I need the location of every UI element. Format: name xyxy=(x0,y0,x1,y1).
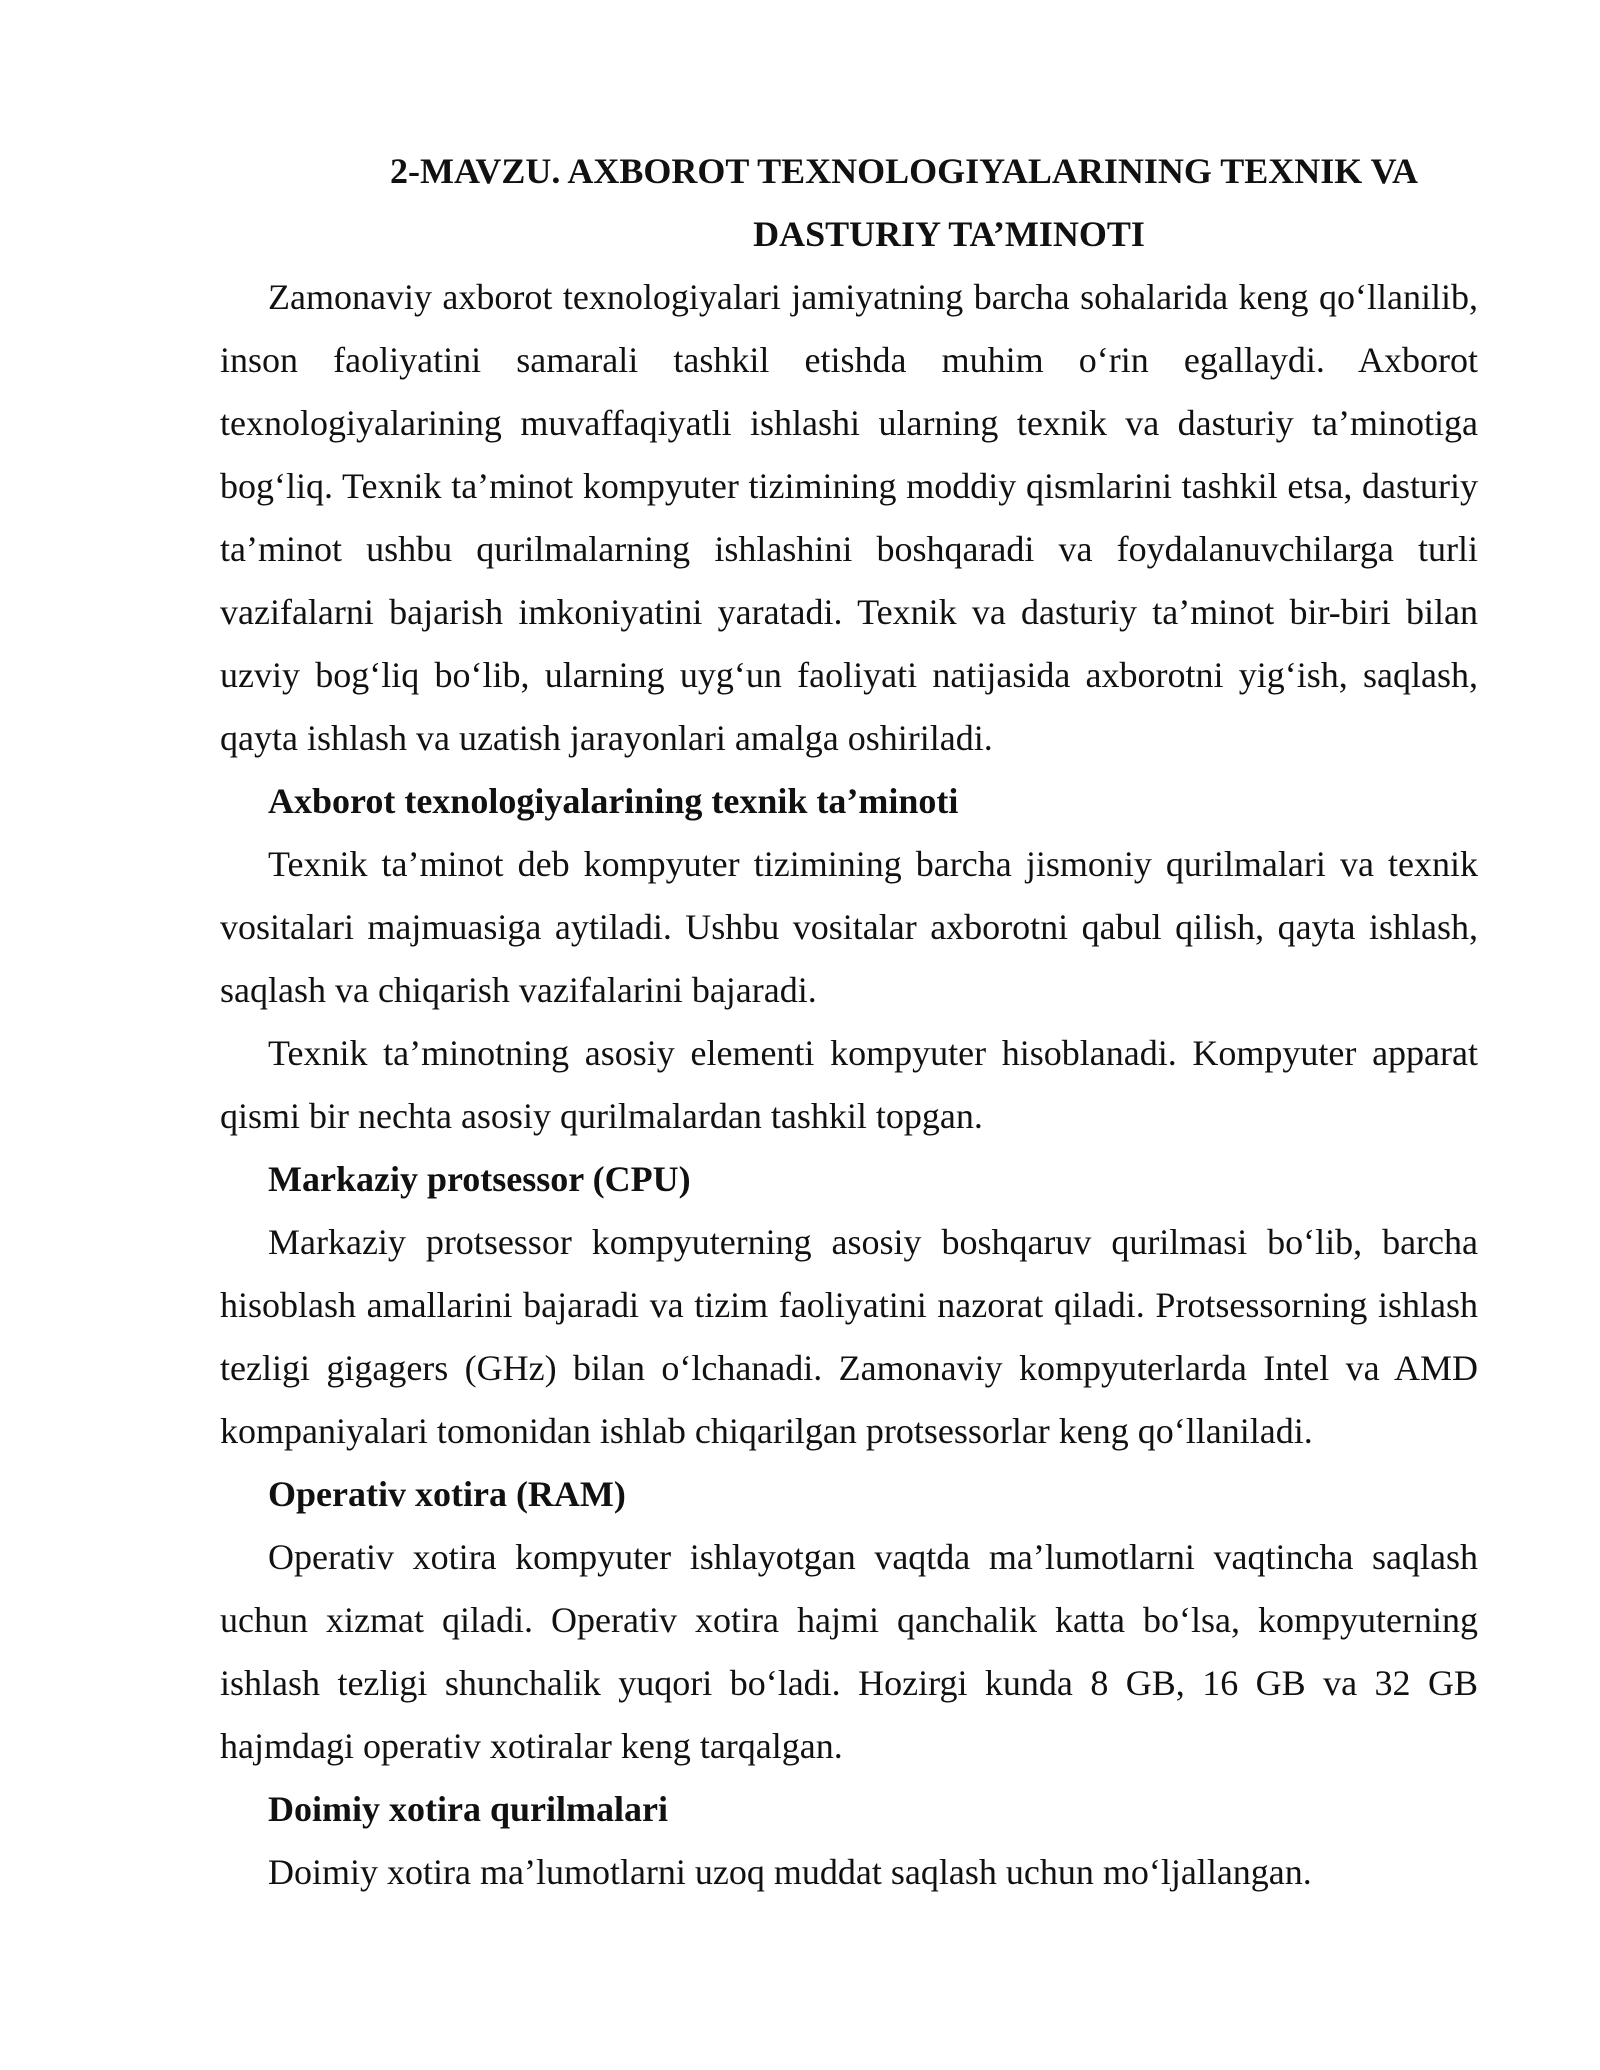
title-line-2: DASTURIY TA’MINOTI xyxy=(753,214,1145,254)
computer-element-paragraph: Texnik ta’minotning asosiy elementi kompyuter hisoblanadi. Kompyuter apparat qismi bir nechta asosiy qurilmalardan tashkil topgan. xyxy=(220,1033,1478,1136)
storage-paragraph: Doimiy xotira ma’lumotlarni uzoq muddat saqlash uchun mo‘ljallangan. xyxy=(268,1852,1312,1892)
section-heading-cpu: Markaziy protsessor (CPU) xyxy=(268,1159,691,1199)
cpu-paragraph: Markaziy protsessor kompyuterning asosiy boshqaruv qurilmasi bo‘lib, barcha hisoblash amallarini bajaradi va tizim faoliyatini nazorat qiladi. Protsessorning ishlash tezligi gigagers (GHz) bilan o‘lchanadi. Zamonaviy kompyuterlarda Intel va AMD kompaniyalari tomonidan ishlab chiqarilgan protsessorlar keng qo‘llaniladi. xyxy=(220,1222,1478,1451)
ram-paragraph: Operativ xotira kompyuter ishlayotgan vaqtda ma’lumotlarni vaqtincha saqlash uchun xizmat qiladi. Operativ xotira hajmi qanchalik katta bo‘lsa, kompyuterning ishlash tezligi shunchalik yuqori bo‘ladi. Hozirgi kunda 8 GB, 16 GB va 32 GB hajmdagi operativ xotiralar keng tarqalgan. xyxy=(220,1537,1478,1766)
document-page xyxy=(220,140,1478,1904)
section-heading-storage: Doimiy xotira qurilmalari xyxy=(268,1789,668,1829)
document-title xyxy=(220,140,1478,266)
section-heading-technical-support: Axborot texnologiyalarining texnik ta’minoti xyxy=(268,781,959,821)
section-heading-ram: Operativ xotira (RAM) xyxy=(268,1474,626,1514)
technical-support-paragraph: Texnik ta’minot deb kompyuter tizimining barcha jismoniy qurilmalari va texnik vositalari majmuasiga aytiladi. Ushbu vositalar axborotni qabul qilish, qayta ishlash, saqlash va chiqarish vazifalarini bajaradi. xyxy=(220,844,1478,1010)
title-line-1: 2-MAVZU. AXBOROT TEXNOLOGIYALARINING TEXNIK VA xyxy=(390,151,1418,191)
intro-paragraph: Zamonaviy axborot texnologiyalari jamiyatning barcha sohalarida keng qo‘llanilib, inson faoliyatini samarali tashkil etishda muhim o‘rin egallaydi. Axborot texnologiyalarining muvaffaqiyatli ishlashi ularning texnik va dasturiy ta’minotiga bog‘liq. Texnik ta’minot kompyuter tizimining moddiy qismlarini tashkil etsa, dasturiy ta’minot ushbu qurilmalarning ishlashini boshqaradi va foydalanuvchilarga turli vazifalarni bajarish imkoniyatini yaratadi. Texnik va dasturiy ta’minot bir-biri bilan uzviy bog‘liq bo‘lib, ularning uyg‘un faoliyati natijasida axborotni yig‘ish, saqlash, qayta ishlash va uzatish jarayonlari amalga oshiriladi. xyxy=(220,277,1478,758)
